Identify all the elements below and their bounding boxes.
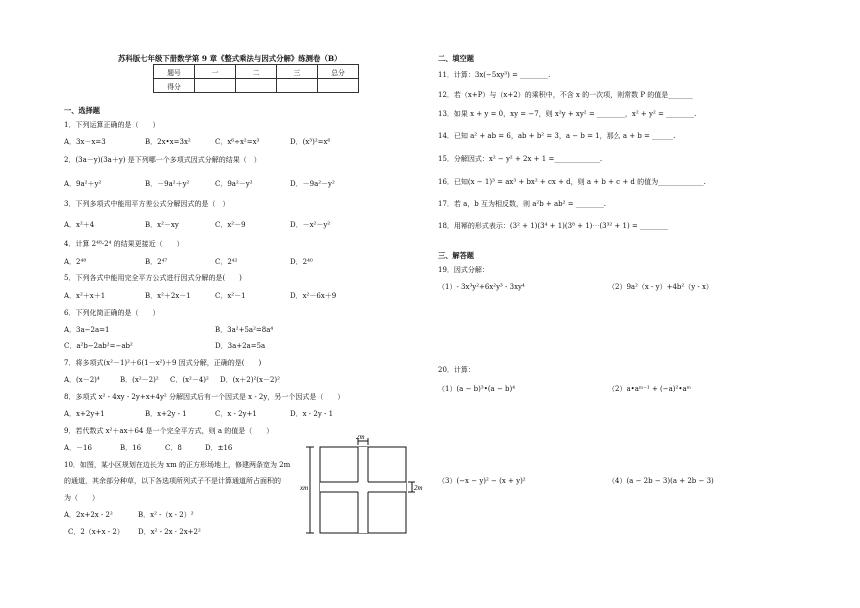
question-20-part3: （3）(−x − y)² − (x + y)² bbox=[438, 477, 526, 485]
option-9c: C．8 bbox=[165, 444, 182, 452]
option-7a: A．(x－2)⁴ bbox=[64, 376, 100, 384]
question-16: 16．已知(x − 1)³ = ax³ + bx² + cx + d，则 a + b + c + d 的值为_____________. bbox=[438, 178, 706, 186]
option-4a: A．2⁴⁸ bbox=[64, 258, 87, 266]
question-20-part4: （4）(a − 2b − 3)(a + 2b − 3) bbox=[608, 477, 714, 485]
question-7: 7．将多项式(x²－1)²＋6(1－x²)＋9 因式分解，正确的是( ) bbox=[64, 359, 262, 367]
square-field-figure bbox=[300, 435, 430, 535]
option-2b: B．－9a²＋y² bbox=[145, 180, 190, 188]
page-title: 苏科版七年级下册数学第 9 章《整式乘法与因式分解》练测卷（B） bbox=[118, 54, 342, 63]
score-cell[interactable] bbox=[318, 79, 359, 93]
option-6d: D．3a+2a=5a bbox=[215, 342, 266, 350]
question-19-part1: （1）- 3x³y²+6x²y³ - 3xy⁴ bbox=[438, 283, 525, 291]
option-3a: A．x²＋4 bbox=[64, 221, 95, 229]
score-header-cell: 题号 bbox=[154, 65, 195, 79]
score-header-cell: 一 bbox=[195, 65, 236, 79]
question-2: 2．(3a－y)(3a＋y) 是下列哪一个多项式因式分解的结果（ ） bbox=[64, 156, 261, 164]
question-13: 13．如果 x + y = 0，xy = −7，则 x²y + xy² = ________，x² + y² = ________. bbox=[438, 110, 697, 118]
option-9b: B．16 bbox=[120, 444, 142, 452]
option-1a: A．3x－x=3 bbox=[64, 138, 106, 146]
question-11: 11．计算：3x(−5xy³) = ________. bbox=[438, 71, 551, 79]
option-6a: A．3a−2a=1 bbox=[64, 326, 110, 334]
fig-label-right: 2m bbox=[414, 484, 423, 492]
option-6b: B．3a²+5a²=8a⁴ bbox=[215, 326, 274, 334]
question-20: 20．计算： bbox=[438, 366, 475, 374]
option-1b: B．2x•x=3x² bbox=[145, 138, 191, 146]
option-1c: C．x⁶÷x²=x³ bbox=[215, 138, 260, 146]
question-20-part2: （2）a•aᵐ⁻¹ + (−a)²•aᵐ bbox=[608, 385, 691, 393]
question-10-line3: 为（ ） bbox=[64, 494, 99, 502]
option-10c: C．2（x+x - 2） bbox=[68, 528, 124, 536]
question-19: 19．因式分解： bbox=[438, 266, 489, 274]
question-14: 14．已知 a² + ab = 6，ab + b² = 3，a − b = 1，那么 a + b = ______. bbox=[438, 132, 676, 140]
option-8d: D．x - 2y - 1 bbox=[290, 410, 334, 418]
option-5c: C．x²－1 bbox=[215, 292, 246, 300]
score-table bbox=[153, 64, 359, 93]
option-4b: B．2⁴⁷ bbox=[145, 258, 168, 266]
question-6: 6．下列化简正确的是（ ） bbox=[64, 309, 160, 317]
question-10-line1: 10．如图，某小区规划在边长为 xm 的正方形场地上，修建两条宽为 2m bbox=[64, 461, 291, 469]
option-7c: C．(x²－4)² bbox=[170, 376, 209, 384]
question-5: 5．下列各式中能用完全平方公式进行因式分解的是( ) bbox=[64, 274, 242, 282]
option-3b: B．x²－xy bbox=[145, 221, 179, 229]
option-7d: D．(x＋2)²(x－2)² bbox=[220, 376, 280, 384]
option-7b: B．(x²－2)² bbox=[120, 376, 159, 384]
score-header-cell: 二 bbox=[236, 65, 277, 79]
option-5b: B．x²＋2x－1 bbox=[145, 292, 191, 300]
option-10a: A．2x+2x - 2² bbox=[64, 511, 113, 519]
question-18: 18．用幂的形式表示：(3² + 1)(3⁴ + 1)(3⁸ + 1)⋯(3³² + 1) = ________ bbox=[438, 222, 668, 230]
option-5d: D．x²－6x＋9 bbox=[290, 292, 337, 300]
option-1d: D．(x³)²=x⁶ bbox=[290, 138, 331, 146]
question-8: 8．多项式 x² - 4xy - 2y+x+4y² 分解因式后有一个因式是 x - 2y，另一个因式是（ ） bbox=[64, 393, 345, 401]
question-3: 3．下列多项式中能用平方差公式分解因式的是（ ） bbox=[64, 200, 230, 208]
fig-label-top: 2m bbox=[356, 435, 365, 441]
option-4c: C．2⁴² bbox=[215, 258, 238, 266]
section-choice-heading: 一、选择题 bbox=[64, 106, 100, 115]
option-3d: D．－x²－y² bbox=[290, 221, 331, 229]
option-9d: D．±16 bbox=[205, 444, 233, 452]
section-answer-heading: 三、解答题 bbox=[438, 251, 474, 260]
option-8b: B．x+2y - 1 bbox=[145, 410, 187, 418]
score-header-cell: 三 bbox=[277, 65, 318, 79]
question-4: 4．计算 2⁴⁸-2⁴ 的结果更接近（ ） bbox=[64, 240, 184, 248]
option-2a: A．9a²＋y² bbox=[64, 180, 102, 188]
question-10-line2: 的通道，其余部分种草，以下各选项所列式子不是计算通道所占面积的 bbox=[64, 477, 281, 485]
option-10d: D．x² - 2x · 2x+2² bbox=[138, 528, 201, 536]
question-12: 12．若（x+P）与（x+2）的乘积中，不含 x 的一次项，则常数 P 的值是_______ bbox=[438, 91, 693, 99]
option-8c: C．x - 2y+1 bbox=[215, 410, 257, 418]
question-15: 15．分解因式：x² − y² + 2x + 1 =_____________. bbox=[438, 155, 603, 163]
score-cell[interactable] bbox=[277, 79, 318, 93]
score-header-cell: 总分 bbox=[318, 65, 359, 79]
option-2d: D．－9a²－y² bbox=[290, 180, 335, 188]
score-cell[interactable] bbox=[195, 79, 236, 93]
option-10b: B．x² -（x - 2）² bbox=[138, 511, 194, 519]
option-3c: C．x²－9 bbox=[215, 221, 246, 229]
fig-label-left: xm bbox=[300, 484, 309, 492]
option-5a: A．x²＋x＋1 bbox=[64, 292, 106, 300]
score-cell[interactable] bbox=[236, 79, 277, 93]
option-6c: C．a²b−2ab²=−ab² bbox=[64, 342, 133, 350]
option-2c: C．9a²－y² bbox=[215, 180, 253, 188]
option-8a: A．x+2y+1 bbox=[64, 410, 105, 418]
question-9: 9．若代数式 x²＋ax＋64 是一个完全平方式，则 a 的值是（ ） bbox=[64, 427, 274, 435]
option-9a: A．－16 bbox=[64, 444, 92, 452]
question-20-part1: （1）(a − b)³•(a − b)⁴ bbox=[438, 385, 516, 393]
option-4d: D．2⁴⁰ bbox=[290, 258, 313, 266]
score-row-label: 得分 bbox=[154, 79, 195, 93]
section-fill-heading: 二、填空题 bbox=[438, 54, 474, 63]
question-1: 1．下列运算正确的是（ ） bbox=[64, 121, 160, 129]
question-17: 17．若 a，b 互为相反数，则 a²b + ab² = ________. bbox=[438, 200, 607, 208]
question-19-part2: （2）9a²（x - y）+4b²（y - x） bbox=[608, 283, 713, 291]
